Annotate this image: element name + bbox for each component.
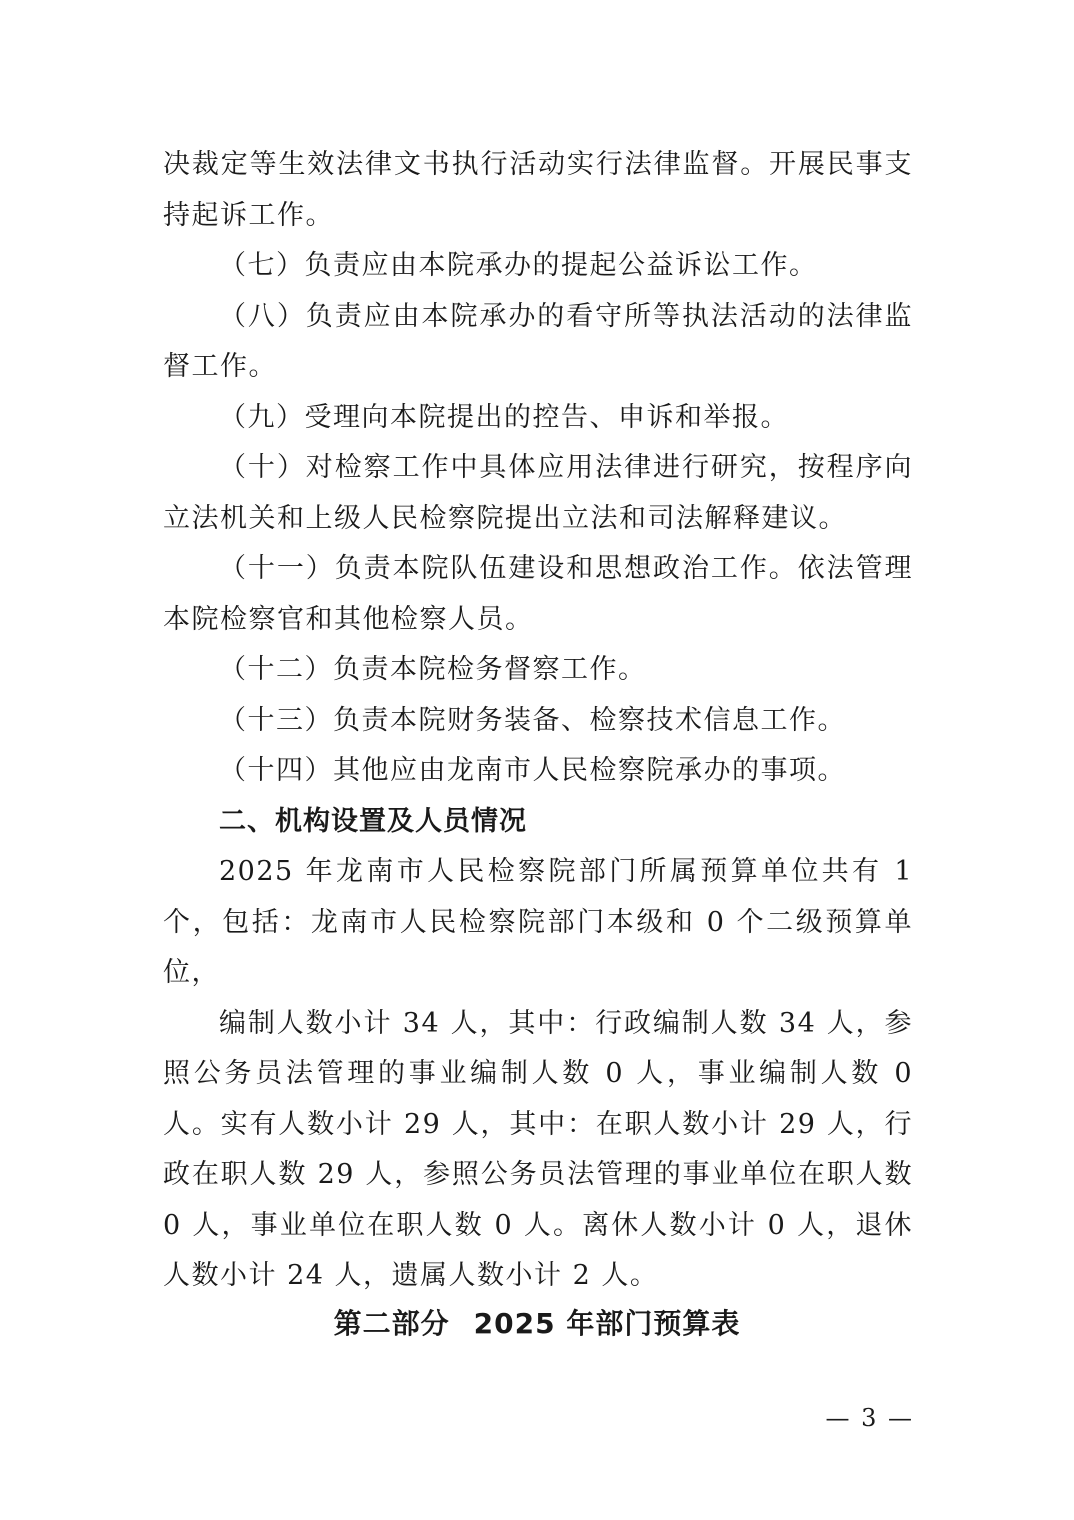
part-title-text: 2025 年部门预算表 [473,1307,741,1340]
paragraph-item-10: （十）对检察工作中具体应用法律进行研究，按程序向立法机关和上级人民检察院提出立法和司法解释建议。 [163,452,913,534]
paragraph-item-9: （九）受理向本院提出的控告、申诉和举报。 [219,401,789,433]
page-number: — 3 — [825,1404,914,1432]
paragraph-item-8: （八）负责应由本院承办的看守所等执法活动的法律监督工作。 [163,300,913,382]
paragraph-continuation: 决裁定等生效法律文书执行活动实行法律监督。开展民事支持起诉工作。 [163,149,913,231]
paragraph-staffing: 编制人数小计 34 人，其中：行政编制人数 34 人，参照公务员法管理的事业编制人数 0 人，事业编制人数 0 人。实有人数小计 29 人，其中：在职人数小计 29 人，行政在职人数 29 人，参照公务员法管理的事业单位在职人数 0 人，事业单位在职人数 0 人。离休人数小计 0 人，退休人数小计 24 人，遗属人数小计 2 人。 [163,1007,913,1291]
body-text [163,140,913,1302]
paragraph-item-12: （十二）负责本院检务督察工作。 [219,654,647,685]
paragraph-item-7: （七）负责应由本院承办的提起公益诉讼工作。 [219,250,818,281]
paragraph-item-11: （十一）负责本院队伍建设和思想政治工作。依法管理本院检察官和其他检察人员。 [163,553,913,635]
paragraph-budget-units: 2025 年龙南市人民检察院部门所属预算单位共有 1 个，包括：龙南市人民检察院部门本级和 0 个二级预算单位， [163,856,913,988]
part-label: 第二部分 [333,1307,450,1340]
paragraph-item-14: （十四）其他应由龙南市人民检察院承办的事项。 [219,755,846,786]
paragraph-item-13: （十三）负责本院财务装备、检察技术信息工作。 [219,704,846,736]
part-title [0,1302,1074,1342]
section-heading: 二、机构设置及人员情况 [219,805,527,837]
